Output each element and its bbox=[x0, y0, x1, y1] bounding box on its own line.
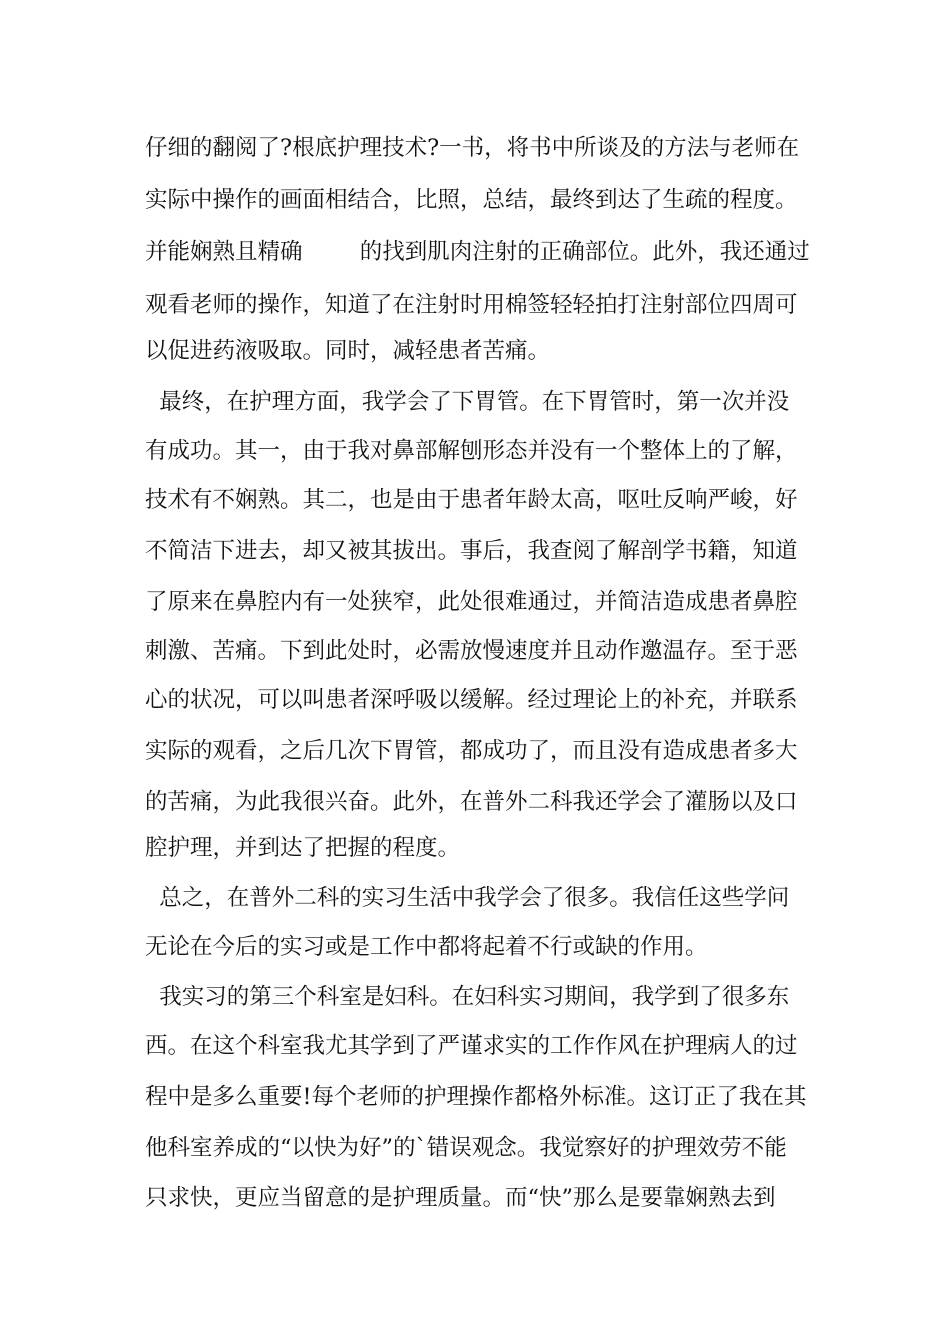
text-line: 仔细的翻阅了?根底护理技术?一书，将书中所谈及的方法与老师在 bbox=[145, 135, 800, 161]
text-line: 西。在这个科室我尤其学到了严谨求实的工作作风在护理病人的过 bbox=[145, 1033, 798, 1059]
text-line: 最终，在护理方面，我学会了下胃管。在下胃管时，第一次并没 bbox=[145, 389, 790, 415]
text-line: 了原来在鼻腔内有一处狭窄，此处很难通过，并简洁造成患者鼻腔 bbox=[145, 589, 798, 615]
text-line: 观看老师的操作，知道了在注射时用棉签轻轻拍打注射部位四周可 bbox=[145, 292, 798, 318]
text-line: 实际的观看，之后几次下胃管，都成功了，而且没有造成患者多大 bbox=[145, 738, 798, 764]
text-line: 的苦痛，为此我很兴奋。此外，在普外二科我还学会了灌肠以及口 bbox=[145, 789, 798, 815]
text-line: 实际中操作的画面相结合，比照，总结，最终到达了生疏的程度。 bbox=[145, 187, 798, 213]
text-line: 总之，在普外二科的实习生活中我学会了很多。我信任这些学问 bbox=[145, 885, 790, 911]
text-line: 技术有不娴熟。其二，也是由于患者年龄太高，呕吐反响严峻，好 bbox=[145, 487, 798, 513]
text-line: 有成功。其一，由于我对鼻部解刨形态并没有一个整体上的了解， bbox=[145, 438, 798, 464]
text-line: 程中是多么重要!每个老师的护理操作都格外标准。这订正了我在其 bbox=[145, 1084, 807, 1110]
text-line: 心的状况，可以叫患者深呼吸以缓解。经过理论上的补充，并联系 bbox=[145, 687, 798, 713]
text-line: 他科室养成的“以快为好”的`错误观念。我觉察好的护理效劳不能 bbox=[145, 1135, 787, 1161]
text-line: 无论在今后的实习或是工作中都将起着不行或缺的作用。 bbox=[145, 934, 708, 960]
text-line: 腔护理，并到达了把握的程度。 bbox=[145, 835, 461, 861]
text-line: 并能娴熟且精确 的找到肌肉注射的正确部位。此外，我还通过 bbox=[145, 239, 810, 265]
text-line: 不简洁下进去，却又被其拔出。事后，我查阅了解剖学书籍，知道 bbox=[145, 538, 798, 564]
text-line: 以促进药液吸取。同时，减轻患者苦痛。 bbox=[145, 338, 551, 364]
text-line: 刺激、苦痛。下到此处时，必需放慢速度并且动作邀温存。至于恶 bbox=[145, 638, 798, 664]
text-line: 只求快，更应当留意的是护理质量。而“快”那么是要靠娴熟去到 bbox=[145, 1185, 776, 1211]
text-line: 我实习的第三个科室是妇科。在妇科实习期间，我学到了很多东 bbox=[145, 984, 790, 1010]
